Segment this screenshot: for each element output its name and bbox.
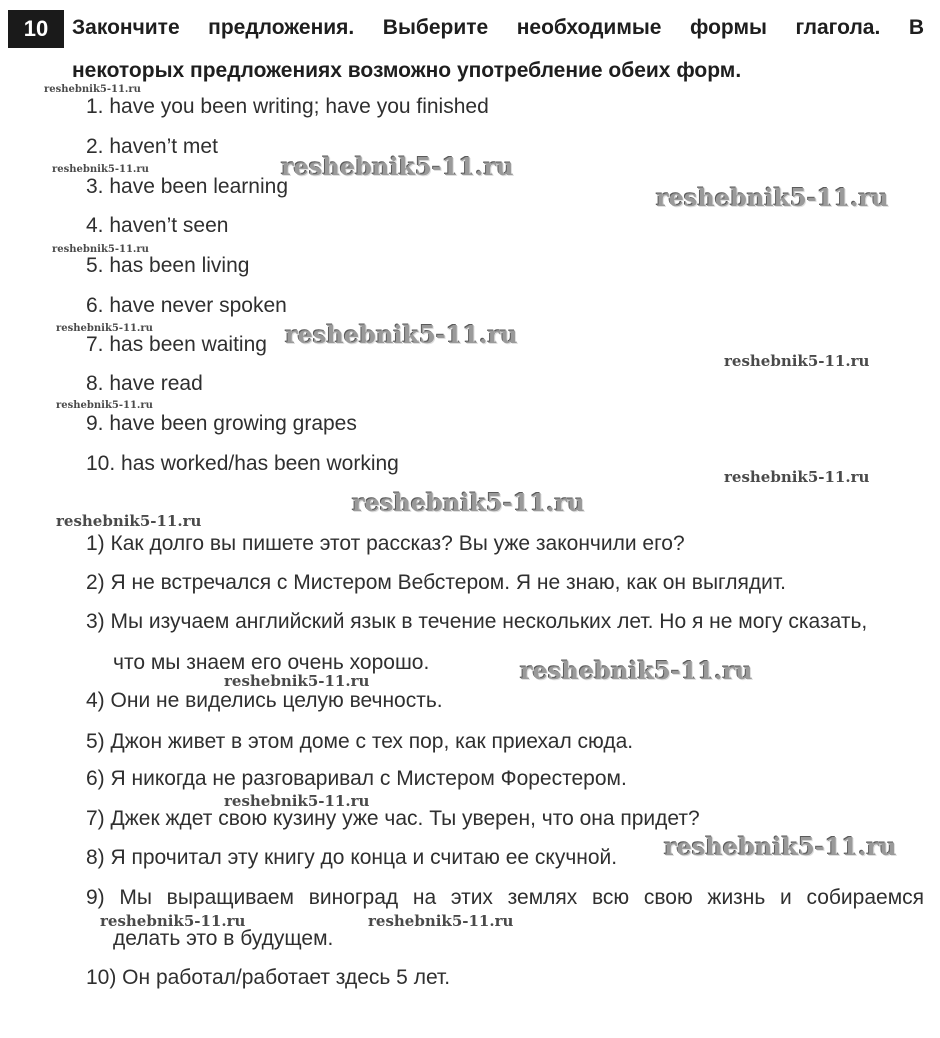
watermark-text: reshebnik5-11.ru xyxy=(224,792,370,810)
watermark-text: reshebnik5-11.ru xyxy=(724,352,870,370)
watermark-text: reshebnik5-11.ru xyxy=(52,244,149,255)
answer-5: 5. has been living xyxy=(86,254,250,277)
translation-9: 9) Мы выращиваем виноград на этих землях всю свою жизнь и собираемся xyxy=(86,886,924,909)
watermark-text: reshebnik5-11.ru xyxy=(56,400,153,411)
translation-3: 3) Мы изучаем английский язык в течение нескольких лет. Но я не могу сказать, xyxy=(86,610,868,633)
translation-6: 6) Я никогда не разговаривал с Мистером Форестером. xyxy=(86,767,627,790)
translation-7: 7) Джек ждет свою кузину уже час. Ты уверен, что она придет? xyxy=(86,807,700,830)
watermark-text: reshebnik5-11.ru xyxy=(281,152,514,181)
watermark-text: reshebnik5-11.ru xyxy=(352,488,585,517)
watermark-text: reshebnik5-11.ru xyxy=(664,832,897,861)
answer-8: 8. have read xyxy=(86,372,203,395)
answer-4: 4. haven’t seen xyxy=(86,214,229,237)
translation-4: 4) Они не виделись целую вечность. xyxy=(86,689,443,712)
answer-6: 6. have never spoken xyxy=(86,294,287,317)
watermark-text: reshebnik5-11.ru xyxy=(52,164,149,175)
task-instruction-line-2: некоторых предложениях возможно употребление обеих форм. xyxy=(72,59,742,82)
translation-3-continued: что мы знаем его очень хорошо. xyxy=(113,651,430,674)
answer-10: 10. has worked/has been working xyxy=(86,452,399,475)
watermark-text: reshebnik5-11.ru xyxy=(368,912,514,930)
answer-1: 1. have you been writing; have you finished xyxy=(86,95,489,118)
watermark-text: reshebnik5-11.ru xyxy=(44,84,141,95)
watermark-text: reshebnik5-11.ru xyxy=(520,656,753,685)
watermark-text: reshebnik5-11.ru xyxy=(100,912,246,930)
watermark-text: reshebnik5-11.ru xyxy=(724,468,870,486)
translation-9-continued: делать это в будущем. xyxy=(113,927,334,950)
answer-3: 3. have been learning xyxy=(86,175,288,198)
translation-2: 2) Я не встречался с Мистером Вебстером. Я не знаю, как он выглядит. xyxy=(86,571,786,594)
watermark-text: reshebnik5-11.ru xyxy=(56,323,153,334)
translation-8: 8) Я прочитал эту книгу до конца и считаю ее скучной. xyxy=(86,846,618,869)
task-number-badge: 10 xyxy=(8,10,64,48)
answer-7: 7. has been waiting xyxy=(86,333,267,356)
watermark-text: reshebnik5-11.ru xyxy=(656,183,889,212)
translation-10: 10) Он работал/работает здесь 5 лет. xyxy=(86,966,451,989)
watermark-text: reshebnik5-11.ru xyxy=(224,672,370,690)
answer-9: 9. have been growing grapes xyxy=(86,412,357,435)
watermark-text: reshebnik5-11.ru xyxy=(56,512,202,530)
translation-1: 1) Как долго вы пишете этот рассказ? Вы уже закончили его? xyxy=(86,532,685,555)
translation-5: 5) Джон живет в этом доме с тех пор, как приехал сюда. xyxy=(86,730,634,753)
watermark-text: reshebnik5-11.ru xyxy=(285,320,518,349)
answer-2: 2. haven’t met xyxy=(86,135,218,158)
task-instruction-line-1: Закончите предложения. Выберите необходимые формы глагола. В xyxy=(72,16,924,39)
